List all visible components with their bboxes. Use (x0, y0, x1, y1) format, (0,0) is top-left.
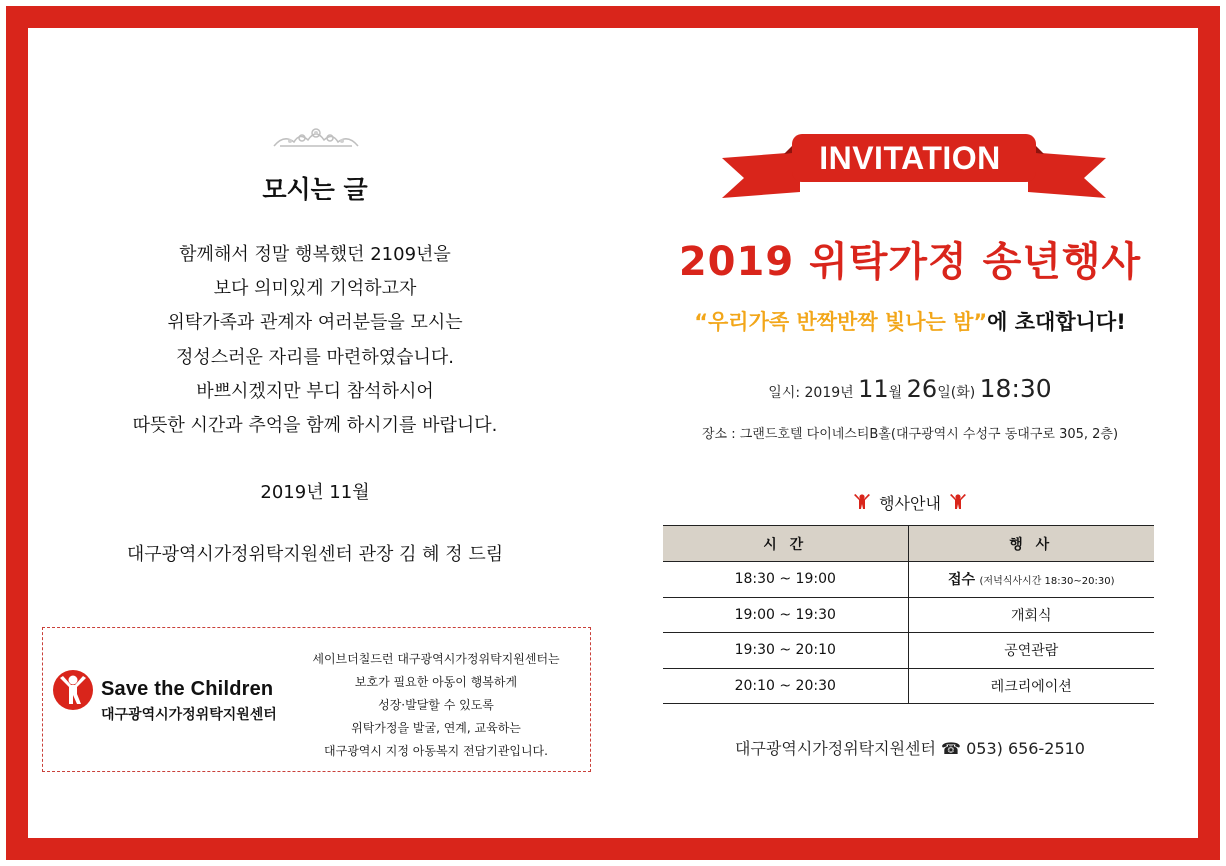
letter-line: 정성스러운 자리를 마련하였습니다. (176, 346, 454, 368)
cheering-person-icon (949, 493, 967, 511)
letter-date: 2019년 11월 (260, 482, 370, 503)
letter-line: 보다 의미있게 기억하고자 (213, 278, 417, 300)
letter-line: 위탁가족과 관계자 여러분들을 모시는 (167, 312, 463, 334)
schedule-table (663, 525, 1154, 704)
datetime-year: 2019년 (804, 385, 854, 401)
organization-name: Save the Children (101, 678, 274, 700)
letter-line: 따뜻한 시간과 추억을 함께 하시기를 바랍니다. (132, 415, 498, 437)
letter-signature: 대구광역시가정위탁지원센터 관장 김 혜 정 드림 (126, 544, 504, 565)
contact-line (660, 736, 1160, 759)
schedule-heading-label: 행사안내 (879, 493, 941, 513)
datetime-month: 11 (858, 375, 889, 403)
table-header-row (663, 526, 1154, 562)
event-subtitle (650, 306, 1170, 336)
header-time: 시 간 (663, 526, 908, 562)
datetime-day: 26 (906, 375, 938, 403)
contact-org: 대구광역시가정위탁지원센터 (735, 739, 936, 758)
organization-box (42, 627, 591, 772)
table-row (663, 562, 1154, 598)
organization-subname: 대구광역시가정위탁지원센터 (101, 707, 277, 723)
description-line: 보호가 필요한 아동이 행복하게 (354, 675, 518, 689)
row-time: 19:00 ~ 19:30 (663, 597, 908, 633)
event-datetime (650, 374, 1170, 403)
row-event-label: 접수 (948, 572, 976, 589)
datetime-label: 일시: (768, 385, 801, 401)
description-line: 세이브더칠드런 대구광역시가정위탁지원센터는 (312, 652, 560, 666)
ribbon-text: INVITATION (819, 140, 1001, 176)
phone-icon: ☎ (941, 739, 961, 758)
letter-line: 함께해서 정말 행복했던 2109년을 (179, 244, 451, 265)
row-event: 공연관람 (908, 633, 1154, 669)
event-title: 2019 위탁가정 송년행사 (678, 239, 1142, 285)
row-event (908, 562, 1154, 598)
floral-ornament-icon (270, 124, 362, 150)
row-event: 개회식 (908, 597, 1154, 633)
table-row (663, 597, 1154, 633)
row-time: 18:30 ~ 19:00 (663, 562, 908, 598)
schedule-heading (800, 490, 1020, 514)
description-line: 대구광역시 지정 아동복지 전담기관입니다. (324, 744, 548, 758)
organization-description (301, 648, 571, 763)
datetime-day-unit: 일(화) (937, 385, 976, 401)
datetime-month-unit: 월 (888, 385, 903, 401)
datetime-time: 18:30 (979, 374, 1052, 403)
header-event: 행 사 (908, 526, 1154, 562)
row-event: 레크리에이션 (908, 668, 1154, 704)
description-line: 위탁가정을 발굴, 연계, 교육하는 (351, 721, 521, 735)
description-line: 성장·발달할 수 있도록 (378, 698, 494, 712)
row-time: 19:30 ~ 20:10 (663, 633, 908, 669)
table-row (663, 633, 1154, 669)
invitation-letter (70, 238, 560, 443)
letter-title: 모시는 글 (262, 175, 368, 204)
subtitle-rest: 에 초대합니다! (987, 310, 1126, 334)
row-event-note: (저녁식사시간 18:30~20:30) (979, 576, 1115, 588)
table-row (663, 668, 1154, 704)
event-location: 장소 : 그랜드호텔 다이네스티B홀(대구광역시 수성구 동대구로 305, 2층) (701, 427, 1119, 442)
save-the-children-logo-icon (52, 668, 94, 712)
contact-phone: 053) 656-2510 (966, 739, 1085, 758)
row-time: 20:10 ~ 20:30 (663, 668, 908, 704)
cheering-person-icon (853, 493, 871, 511)
letter-line: 바쁘시겠지만 부디 참석하시어 (196, 380, 434, 402)
subtitle-quote: “우리가족 반짝반짝 빛나는 밤” (694, 310, 988, 334)
